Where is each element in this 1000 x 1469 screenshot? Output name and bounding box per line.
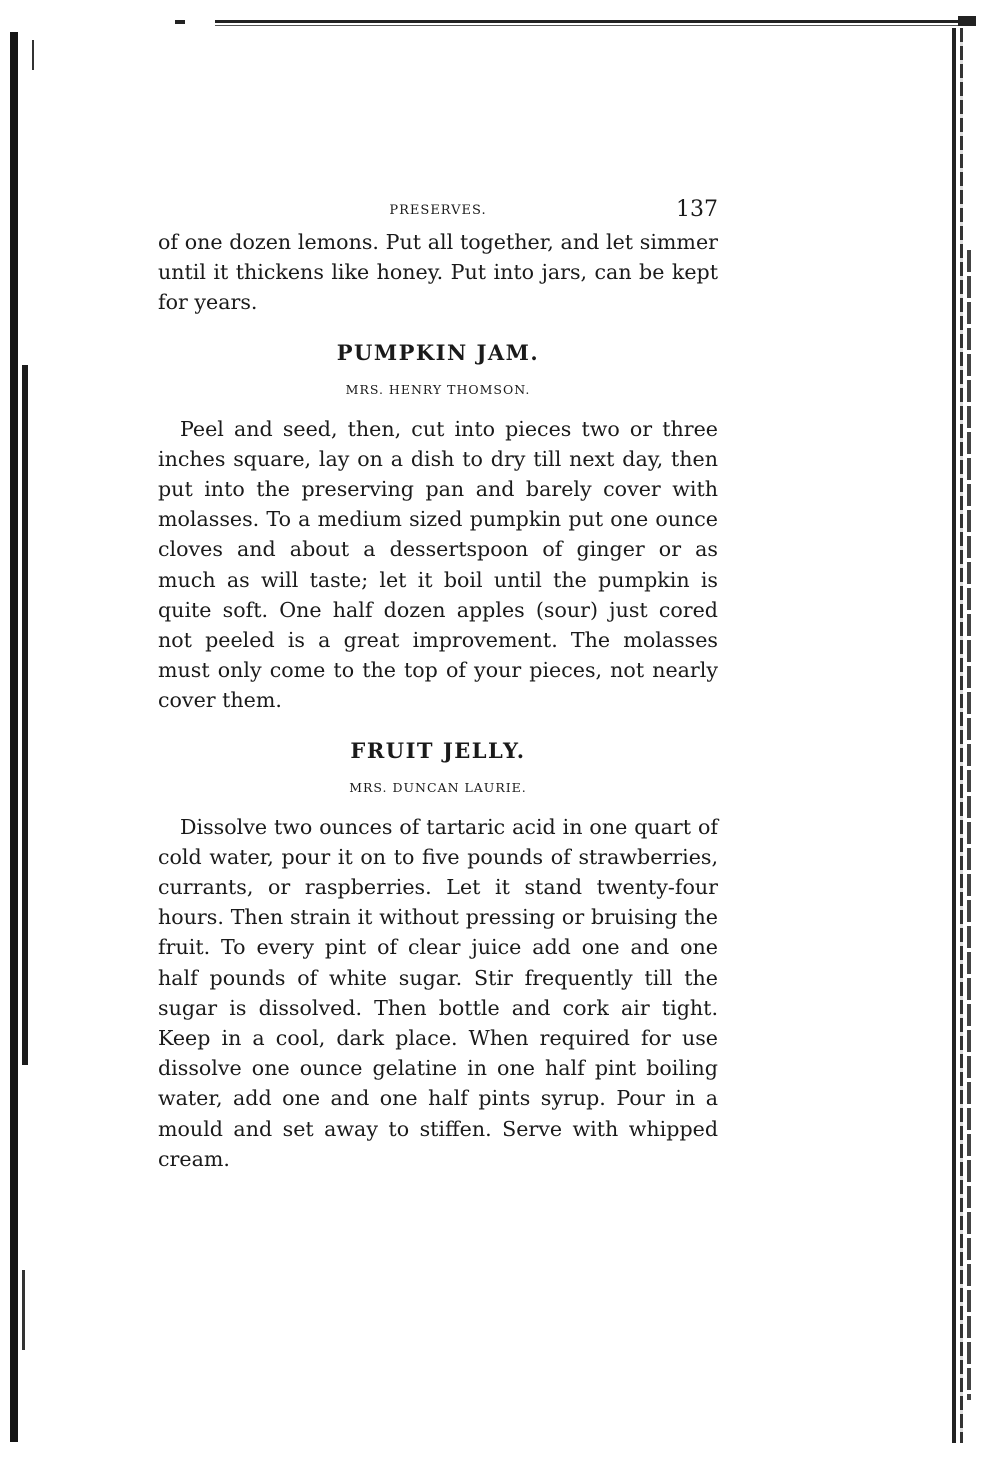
recipe-text-fruit-jelly: Dissolve two ounces of tartaric acid in one quart of cold water, pour it on to five pounds of strawberries, currants, or raspberries. Let it stand twenty-four hours. Then strain it without pressing or bruising the fruit. To every pint of clear juice add one and one half pounds of white sugar. Stir frequently till the sugar is dissolved. Then bottle and cork air tight. Keep in a cool, dark place. When required for use dissolve one ounce gelatine in one half pint boiling water, add one and one half pints syrup. Pour in a mould and set away to stiffen. Serve with whipped cream. — [158, 814, 718, 1171]
scan-left-border-lower — [22, 1270, 25, 1350]
book-page — [158, 195, 718, 1174]
recipe-author-fruit-jelly: MRS. DUNCAN LAURIE. — [349, 779, 527, 795]
scan-left-border-inner — [22, 365, 28, 1065]
recipe-author-pumpkin-jam: MRS. HENRY THOMSON. — [345, 381, 531, 397]
page-number: 137 — [676, 197, 718, 222]
scan-right-border — [952, 28, 956, 1443]
scan-top-border-inner — [215, 25, 960, 26]
recipe-text-pumpkin-jam: Peel and seed, then, cut into pieces two or three inches square, lay on a dish to dry till next day, then put into the preserving pan and barely cover with molasses. To a medium sized pumpkin put one ounce cloves and about a dessertspoon of ginger or as much as will taste; let it boil until the pumpkin is quite soft. One half dozen apples (sour) just cored not peeled is a great improvement. The molasses must only come to the top of your pieces, not nearly cover them. — [158, 416, 718, 713]
recipe-title-fruit-jelly: FRUIT JELLY. — [350, 737, 526, 763]
scan-corner-mark — [958, 16, 976, 26]
scan-top-border — [215, 20, 975, 23]
opening-paragraph: of one dozen lemons. Put all together, and let simmer until it thickens like honey. Put into jars, can be kept for years. — [158, 230, 718, 315]
scan-border-mark — [175, 20, 185, 24]
running-head — [158, 195, 718, 227]
scan-left-tick — [32, 40, 34, 70]
running-head-title: PRESERVES. — [389, 203, 487, 218]
recipe-title-pumpkin-jam: PUMPKIN JAM. — [336, 339, 540, 365]
scan-left-border — [10, 32, 18, 1442]
scan-right-border-outer — [967, 250, 971, 1400]
scan-right-border-dashed — [960, 28, 963, 1443]
